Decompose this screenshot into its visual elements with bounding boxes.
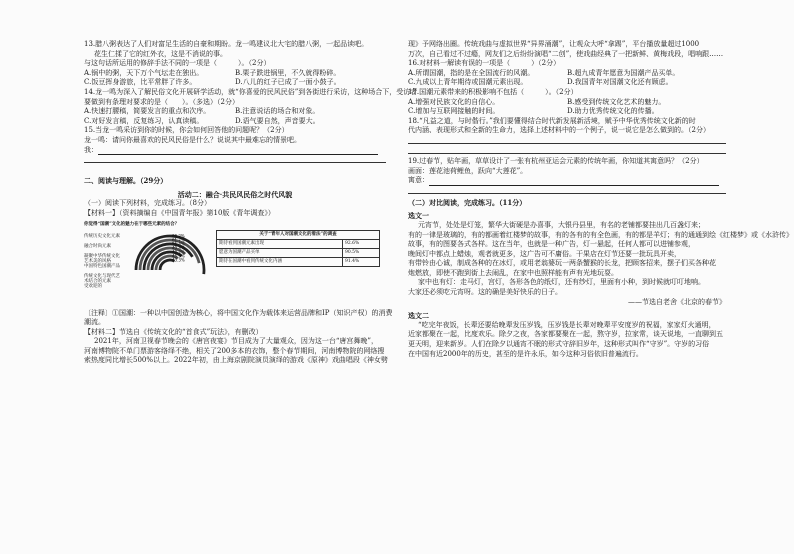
q17-option[interactable]: D.助力优秀传统文化的传播。 <box>567 107 659 116</box>
q17-option[interactable]: B.感受到传统文化艺术的魅力。 <box>567 97 666 106</box>
material2-title: 【材料二】节选自《传统文化的“首食式”玩法》，有删改） <box>84 327 263 336</box>
selection1-para: 有的一律是玻璃的，有的都画着红楼梦的故事，有的各有的有全色画，有的都是羊灯；有的通通到绘《红楼梦》或《水浒传》 <box>408 230 793 239</box>
part2-heading: 二、阅读与理解。（29分） <box>84 176 168 186</box>
table-cell-label: 期待看到国潮元素出现 <box>217 240 343 248</box>
radial-chart-category-label: 受欢迎的 <box>84 283 102 289</box>
q14-option[interactable]: D.语气要自然，声音要大。 <box>235 116 320 125</box>
selection1-source: ——节选自老舍《北京的春节》 <box>628 297 726 306</box>
radial-bar-value-label: 49.4% <box>172 245 185 250</box>
q13-options <box>84 69 386 88</box>
answer-line[interactable] <box>408 137 726 144</box>
sub2-heading: （二）对比阅读，完成练习。（11分） <box>408 197 527 207</box>
table-row <box>217 240 379 249</box>
radial-bar-value-label: 55.4% <box>172 241 185 246</box>
right-column <box>408 40 793 359</box>
q16-options <box>408 69 726 88</box>
q13-option[interactable]: A.锅中的粥，天下万个气坛走在独出。 <box>84 68 204 77</box>
selection1-para: 大家还必须吃元宵呀。这的确是美好快乐的日子。 <box>408 288 562 297</box>
q15-quote: 龙一鸣：请问你最喜欢的民风民俗是什么？说说其中最难忘的情景吧。 <box>84 135 301 144</box>
material2-cont: 万次，自己看过不过瘾，网友们之后纷纷演唱“二创”，使戏曲经典了一把新鲜、黄梅戏段，唱响跟…… <box>408 49 724 58</box>
question-17: 17.国潮元素带来的积极影响不包括（ ）。（2分） <box>408 87 578 96</box>
radial-chart-category-label: 凝聚中华传统文化艺术美的风格 <box>84 253 120 264</box>
q16-option[interactable]: D.我国青年对国潮文化还有顾虑。 <box>567 78 673 87</box>
selection2-para: 更天明，迎来新岁。人们在除夕以通宵不眠的形式守辞旧岁年，这种形式叫作“守岁”。守岁的习俗 <box>408 340 710 349</box>
q19-picture: 画面：莲花池荷鲤鱼，跃向“大莲花”。 <box>408 166 528 175</box>
radial-chart-category-label: 传统历史文化元素 <box>84 233 120 239</box>
material2-para: 2021年，河南卫视春节晚会的《唐宫夜宴》节目成为了大量观众，因为这一台“唐宫舞晚”， <box>94 337 378 346</box>
selection2-para: “吃完年夜饭，长辈还要给晚辈发压岁钱，压岁钱是长辈对晚辈平安度岁的祝福，家家灯火通明， <box>418 320 716 329</box>
radial-chart-category-label: 中国特色国潮产品 <box>84 263 120 269</box>
q19-answer-label: 寓意： <box>408 176 429 185</box>
answer-line[interactable] <box>408 187 726 194</box>
selection1-para: 晚间灯中都点上蜡烛，观者就更多，这广告可不庸俗。干果店在灯节还要一批玩具开卖， <box>408 249 681 258</box>
left-column <box>84 40 418 366</box>
question-14: 14.龙一鸣为深入了解民俗文化开展研学活动，就“你喜爱的民风民俗”到各街进行采访，这种场合下，受访者 <box>84 87 418 96</box>
radial-bar-value-label: 61.7% <box>172 237 185 242</box>
sub1-heading: （一）阅读下列材料，完成练习。（8分） <box>84 199 211 208</box>
q17-option[interactable]: A.增强对民族文化的自信心。 <box>408 97 500 106</box>
q13-prompt: 与这句话所运用的修辞手法不同的一项是（ ）。（2分） <box>84 59 271 68</box>
q19-answer-line[interactable] <box>408 176 726 186</box>
material1-title: 【材料一】（资料摘编自《中国青年报》第10版《青年调查》） <box>84 208 275 217</box>
material1-figure <box>84 222 386 306</box>
q14-option[interactable]: B.注意说话的场合和对象。 <box>235 107 320 116</box>
selection2-heading: 选文二 <box>408 311 429 321</box>
q13-option[interactable]: B.栗子跌进锅里，不久就得粉碎。 <box>235 68 341 77</box>
radial-chart-category-label: 融合时尚元素 <box>84 243 111 249</box>
answer-line[interactable] <box>84 156 386 163</box>
radial-bar-value-label: 43.3% <box>172 257 185 262</box>
q16-option[interactable]: B.超九成青年愿意为国潮产品买单。 <box>567 68 680 77</box>
radial-bar-value-label: 48.2% <box>172 249 185 254</box>
q14-options <box>84 107 386 126</box>
q13-quote: 花生仁揉了它的红外衣，这是不消说的事。 <box>94 49 227 58</box>
selection1-heading: 选文一 <box>408 211 429 221</box>
material2-cont: 现》予网络出圈。传统戏曲与虚拟世界“异界涌潮”，让观众大呼“拿踢”，平台播放量超过1000 <box>408 40 700 48</box>
selection1-para: 元宵节，处处是灯笼，繁华大街硬是办喜事，大银丹县里，有名的老铺都要挂出几百盏灯来； <box>418 220 705 229</box>
question-18-cont: 代内涵、表现形式和全新的生命力，选择上述材料中的一个例子，说一说它是怎么做到的。（2分） <box>408 126 710 135</box>
table-cell-value: 91.4% <box>345 258 360 264</box>
selection1-para: 炮燃放，即使不跑到街上去闹乱，在家中也照样能有声有光地玩耍。 <box>408 268 618 277</box>
note-cont: 潮流。 <box>84 318 105 327</box>
question-13: 13.腊八粥表达了人们对富足生活的自豪和期盼。龙一鸣建议北大宅的腊八粥，一起品读吧。 <box>84 40 369 48</box>
q17-option[interactable]: C.增加与互联网接触的时间。 <box>408 107 500 116</box>
table-row <box>217 258 379 266</box>
selection1-para: 有带铃由心诚，制成各种的在冰灯，或用老翁婆玩一两条蟹猴的长龙，把顾客招来，摆子们买各种花 <box>408 259 716 268</box>
radial-bar-value-label: 69.2% <box>172 233 185 238</box>
table-cell-label: 愿意为国潮产品买单 <box>217 249 343 257</box>
radial-chart-category-label: 传统文化与现代艺术结合的元素 <box>84 273 120 284</box>
material2-para: 河南博物院不单门票游客络绎不绝，相关了200多本的衣饰，整个春节期间，河南博物院的网络搜 <box>84 346 385 355</box>
selection2-para: 在中国有近2000年的历史，甚至的是许永乐，如今这种习俗依旧普遍流行。 <box>408 349 643 358</box>
table-cell-value: 92.6% <box>345 240 360 246</box>
table-cell-label: 期待在国潮中看到传统文化内涵 <box>217 258 343 266</box>
question-14-cont: 要做到有条理对要求的是（ ）。（多选）（2分） <box>84 97 239 106</box>
survey-table <box>216 230 380 267</box>
selection1-para: 家中也有灯：走马灯，宫灯，各形各色的纸灯，还有纱灯，里面有小种，到时候就叮叮地响。 <box>418 278 705 287</box>
q13-option[interactable]: D.八儿的红子已成了一面小鼓子。 <box>235 78 341 87</box>
question-19: 19.过春节，贴年画，草草设计了一张有杭州亚运会元素的传统年画，你知道其寓意吗？（2分） <box>408 156 704 165</box>
q16-option[interactable]: C.九成以上青年期待或国潮元素出现。 <box>408 78 528 87</box>
answer-line[interactable] <box>408 147 726 154</box>
q15-answer-line[interactable] <box>84 146 386 156</box>
activity2-heading: 活动二：融合·共民风民俗之时代风貌 <box>177 189 293 199</box>
q16-option[interactable]: A.所谓国潮，指的是在全国流行的风潮。 <box>408 68 535 77</box>
q13-option[interactable]: C.饭豆挥身游旅，比平常胖了许多。 <box>84 78 197 87</box>
survey-table-title: 关于“青年人对国潮文化的看法”的调查 <box>217 231 379 240</box>
radial-bar-value-label: 45.9% <box>172 253 185 258</box>
selection1-para: 故事，有的图要各式各样。这在当年，也就是一种广告，灯一悬起，任何人都可以进铺参观， <box>408 240 695 249</box>
table-cell-value: 90.5% <box>345 249 360 255</box>
question-18: 18.“凡益之道，与时偕行。”我们要懂得结合时代新发展新活境，赋予中华优秀传统文化新的时 <box>408 116 696 125</box>
note: 〔注释〕①国潮：一种以中国创造为核心，将中国文化作为载体来运营品牌和IP（知识产权）的消费 <box>84 308 393 317</box>
q14-option[interactable]: A.快速打腰稿，简要发言的重点和次序。 <box>84 107 211 116</box>
q17-options <box>408 98 726 117</box>
question-15: 15.当龙一鸣采访到你的时候，你会如何回答他的问题呢？（2分） <box>84 126 289 135</box>
material2-para: 索热度同比增长500%以上。2022年初，由上海京剧院演员演绎的游戏《原神》戏曲唱段《神女劈 <box>84 356 388 365</box>
table-row <box>217 249 379 258</box>
selection2-para: 近家都聚在一起，比度欢乐。除夕之夜，各家都要聚在一起，熬守岁，拉家常，谈天说地，一直聊到五 <box>408 330 723 339</box>
q14-option[interactable]: C.对好发言稿，反复练习，认真读稿。 <box>84 116 204 125</box>
question-16: 16.对材料一解读有误的一项是（ ）（2分） <box>408 59 561 68</box>
q15-answer-label: 我： <box>84 145 98 154</box>
radial-chart-title: 你觉得“国潮”文化的魅力在于哪些元素的结合？ <box>84 221 180 227</box>
